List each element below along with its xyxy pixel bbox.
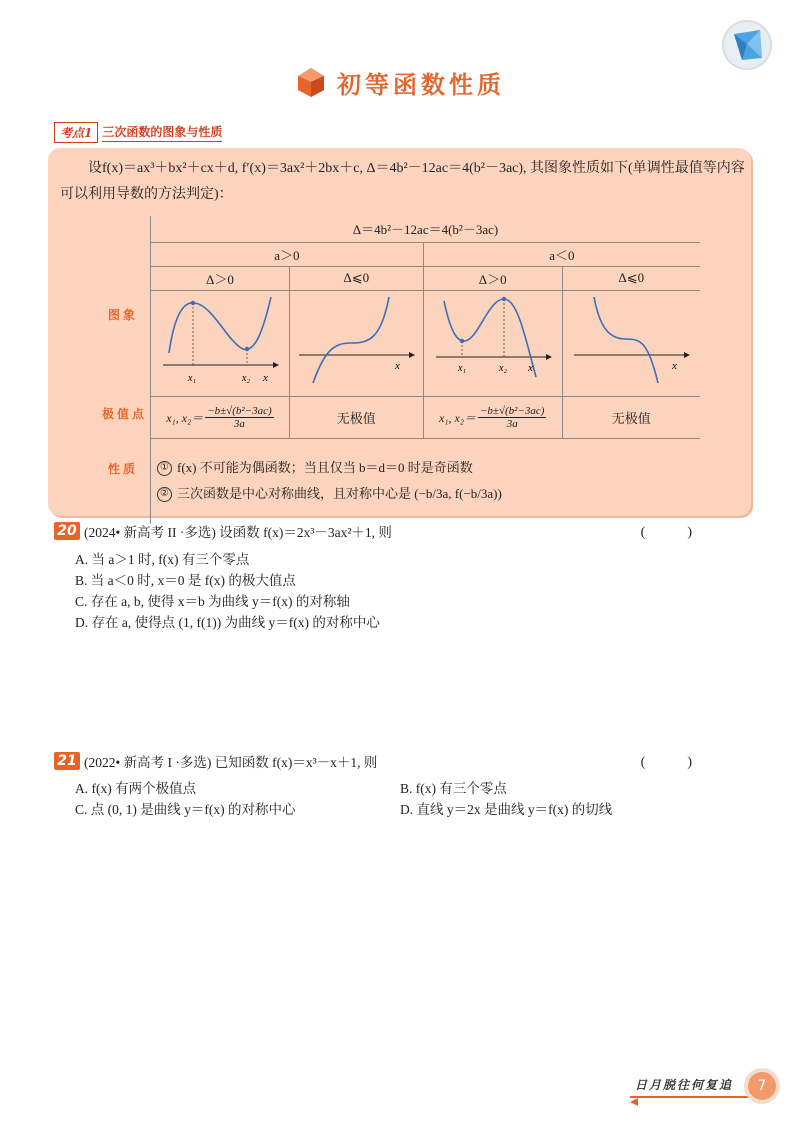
arrow-left-icon: [630, 1092, 640, 1111]
extreme-formula-numerator: −b±√(b²−3ac): [479, 404, 545, 417]
extreme-formula-denominator: 3a: [233, 417, 245, 430]
graph-label-x2: x₂: [241, 373, 250, 384]
graph-label-x: x: [672, 360, 678, 372]
answer-paren: ( ): [640, 525, 692, 540]
question-number: 21: [54, 752, 80, 770]
property-2-number: ②: [157, 487, 172, 502]
extreme-cell-2: [423, 396, 562, 438]
page-number: 7: [744, 1068, 780, 1104]
section-title: 三次函数的图象与性质: [102, 123, 222, 142]
cubic-graph-a-neg-delta-le: [566, 291, 696, 391]
delta-le-header-1: Δ⩽0: [289, 266, 423, 290]
option-a: A. 当 a＞1 时, f(x) 有三个零点: [75, 552, 250, 567]
graph-label-x: x: [262, 372, 268, 384]
section-tag: [54, 121, 222, 143]
graph-label-x2: x₂: [498, 363, 507, 374]
delta-le-header-2: Δ⩽0: [562, 266, 700, 290]
question-21-stem: [54, 751, 754, 771]
cubic-graph-a-pos-delta-pos: [155, 291, 285, 391]
no-extreme-cell-2: 无极值: [562, 396, 700, 438]
a-positive-header: a＞0: [151, 242, 424, 266]
row-label-extreme: 极值点: [102, 407, 148, 421]
option-b: B. f(x) 有三个零点: [400, 781, 507, 796]
property-table: [150, 216, 700, 524]
option-c: C. 存在 a, b, 使得 x＝b 为曲线 y＝f(x) 的对称轴: [75, 594, 350, 609]
property-2-text: 三次函数是中心对称曲线，且对称中心是 (−b/3a, f(−b/3a)): [177, 486, 502, 502]
option-d: D. 存在 a, 使得点 (1, f(1)) 为曲线 y＝f(x) 的对称中心: [75, 615, 380, 630]
row-label-graph: 图象: [108, 308, 139, 322]
delta-positive-header-1: Δ＞0: [151, 266, 290, 290]
property-1: [157, 455, 700, 481]
question-text: (2022• 新高考 I ·多选) 已知函数 f(x)＝x³－x＋1, 则: [84, 755, 378, 770]
cubic-graph-a-neg-delta-pos: [428, 291, 558, 391]
option-a: A. f(x) 有两个极值点: [75, 781, 197, 796]
graph-cell-2: [289, 290, 423, 396]
graph-cell-4: [562, 290, 700, 396]
cubic-graph-a-pos-delta-le: [291, 291, 421, 391]
page-title: 初等函数性质: [337, 69, 505, 99]
extreme-formula-prefix: x₁, x₂＝: [438, 410, 476, 425]
property-1-number: ①: [157, 461, 172, 476]
question-number: 20: [54, 522, 80, 540]
section-badge: 考点1: [54, 122, 98, 143]
option-c: C. 点 (0, 1) 是曲线 y＝f(x) 的对称中心: [75, 802, 296, 817]
graph-cell-3: [423, 290, 562, 396]
extreme-formula-denominator: 3a: [506, 417, 518, 430]
extreme-cell-1: [151, 396, 290, 438]
delta-positive-header-2: Δ＞0: [423, 266, 562, 290]
no-extreme-cell-1: 无极值: [289, 396, 423, 438]
question-21-options: [75, 778, 735, 820]
question-20-options: [75, 549, 725, 633]
property-1-text: f(x) 不可能为偶函数；当且仅当 b＝d＝0 时是奇函数: [177, 460, 473, 476]
footer-motto: 日月脱往何复追: [635, 1078, 734, 1092]
graph-label-x: x: [527, 362, 533, 374]
footer-divider: [630, 1096, 750, 1098]
question-text: (2024• 新高考 II ·多选) 设函数 f(x)＝2x³－3ax²＋1, 则: [84, 525, 392, 540]
extreme-formula-numerator: −b±√(b²−3ac): [207, 404, 272, 417]
option-d: D. 直线 y＝2x 是曲线 y＝f(x) 的切线: [400, 802, 613, 817]
row-label-property: 性质: [108, 462, 139, 476]
graph-cell-1: [151, 290, 290, 396]
answer-paren: ( ): [640, 755, 692, 770]
question-20-stem: [54, 521, 754, 541]
option-b: B. 当 a＜0 时, x＝0 是 f(x) 的极大值点: [75, 573, 296, 588]
extreme-formula-prefix: x₁, x₂＝: [166, 410, 204, 425]
intro-text: 设f(x)＝ax³＋bx²＋cx＋d, f′(x)＝3ax²＋2bx＋c, Δ＝4b²－12ac＝4(b²－3ac), 其图象性质如下(单调性最值等内容可以利用导数的方法判定)：: [60, 161, 745, 202]
delta-header: Δ＝4b²－12ac＝4(b²－3ac): [151, 216, 701, 242]
graph-label-x1: x₁: [457, 363, 466, 374]
gem-icon: [295, 66, 327, 98]
graph-label-x1: x₁: [187, 373, 196, 384]
property-2: [157, 481, 700, 507]
property-cell: [151, 438, 701, 524]
a-negative-header: a＜0: [423, 242, 700, 266]
graph-label-x: x: [395, 360, 401, 372]
page-header: [0, 62, 800, 102]
